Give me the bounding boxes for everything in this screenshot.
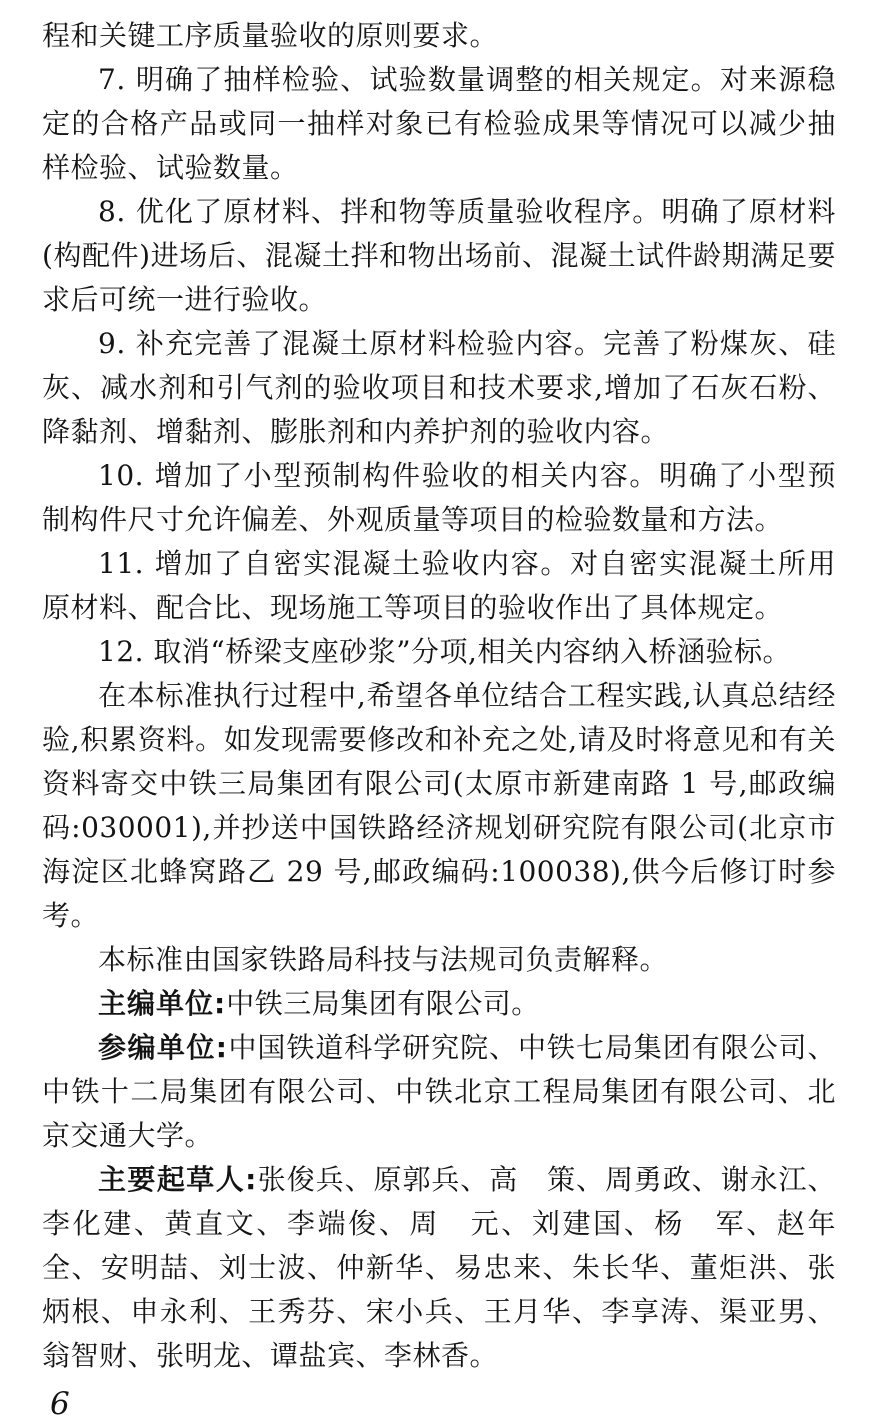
paragraph-label: 主编单位: xyxy=(98,987,227,1020)
paragraph-text: 12. 取消“桥梁支座砂浆”分项,相关内容纳入桥涵验标。 xyxy=(98,635,791,668)
paragraph xyxy=(42,1026,836,1158)
paragraph-text: 在本标准执行过程中,希望各单位结合工程实践,认真总结经验,积累资料。如发现需要修改和补充之处,请及时将意见和有关资料寄交中铁三局集团有限公司(太原市新建南路 1 号,邮政编码:030001),并抄送中国铁路经济规划研究院有限公司(北京市海淀区北蜂窝路乙 29 号,邮政编码:100038),供今后修订时参考。 xyxy=(42,679,836,932)
paragraph-text: 中铁三局集团有限公司。 xyxy=(226,987,540,1020)
paragraph-label: 主要起草人: xyxy=(98,1163,258,1196)
paragraph-text: 10. 增加了小型预制构件验收的相关内容。明确了小型预制构件尺寸允许偏差、外观质量等项目的检验数量和方法。 xyxy=(42,459,836,536)
paragraph xyxy=(42,674,836,938)
paragraph-text: 11. 增加了自密实混凝土验收内容。对自密实混凝土所用原材料、配合比、现场施工等项目的验收作出了具体规定。 xyxy=(42,547,836,624)
paragraph-text: 本标准由国家铁路局科技与法规司负责解释。 xyxy=(98,943,669,976)
paragraph xyxy=(42,630,836,674)
text-block xyxy=(42,14,836,1378)
paragraph xyxy=(42,938,836,982)
paragraph xyxy=(42,982,836,1026)
paragraph xyxy=(42,1158,836,1378)
paragraph xyxy=(42,542,836,630)
paragraph-text: 中国铁道科学研究院、中铁七局集团有限公司、中铁十二局集团有限公司、中铁北京工程局集团有限公司、北京交通大学。 xyxy=(42,1031,836,1152)
paragraph xyxy=(42,14,836,58)
paragraph-label: 参编单位: xyxy=(98,1031,229,1064)
page-number: 6 xyxy=(50,1386,70,1422)
paragraph xyxy=(42,322,836,454)
paragraph xyxy=(42,58,836,190)
paragraph-text: 9. 补充完善了混凝土原材料检验内容。完善了粉煤灰、硅灰、减水剂和引气剂的验收项目和技术要求,增加了石灰石粉、降黏剂、增黏剂、膨胀剂和内养护剂的验收内容。 xyxy=(42,327,836,448)
paragraph-text: 7. 明确了抽样检验、试验数量调整的相关规定。对来源稳定的合格产品或同一抽样对象已有检验成果等情况可以减少抽样检验、试验数量。 xyxy=(42,63,836,184)
paragraph xyxy=(42,190,836,322)
paragraph-text: 张俊兵、原郭兵、高 策、周勇政、谢永江、李化建、黄直文、李端俊、周 元、刘建国、杨 军、赵年全、安明喆、刘士波、仲新华、易忠来、朱长华、董炬洪、张炳根、申永利、王秀芬、宋小兵、王月华、李享涛、渠亚男、翁智财、张明龙、谭盐宾、李林香。 xyxy=(42,1163,836,1372)
paragraph-text: 8. 优化了原材料、拌和物等质量验收程序。明确了原材料(构配件)进场后、混凝土拌和物出场前、混凝土试件龄期满足要求后可统一进行验收。 xyxy=(42,195,836,316)
paragraph xyxy=(42,454,836,542)
paragraph-text: 程和关键工序质量验收的原则要求。 xyxy=(42,19,499,52)
